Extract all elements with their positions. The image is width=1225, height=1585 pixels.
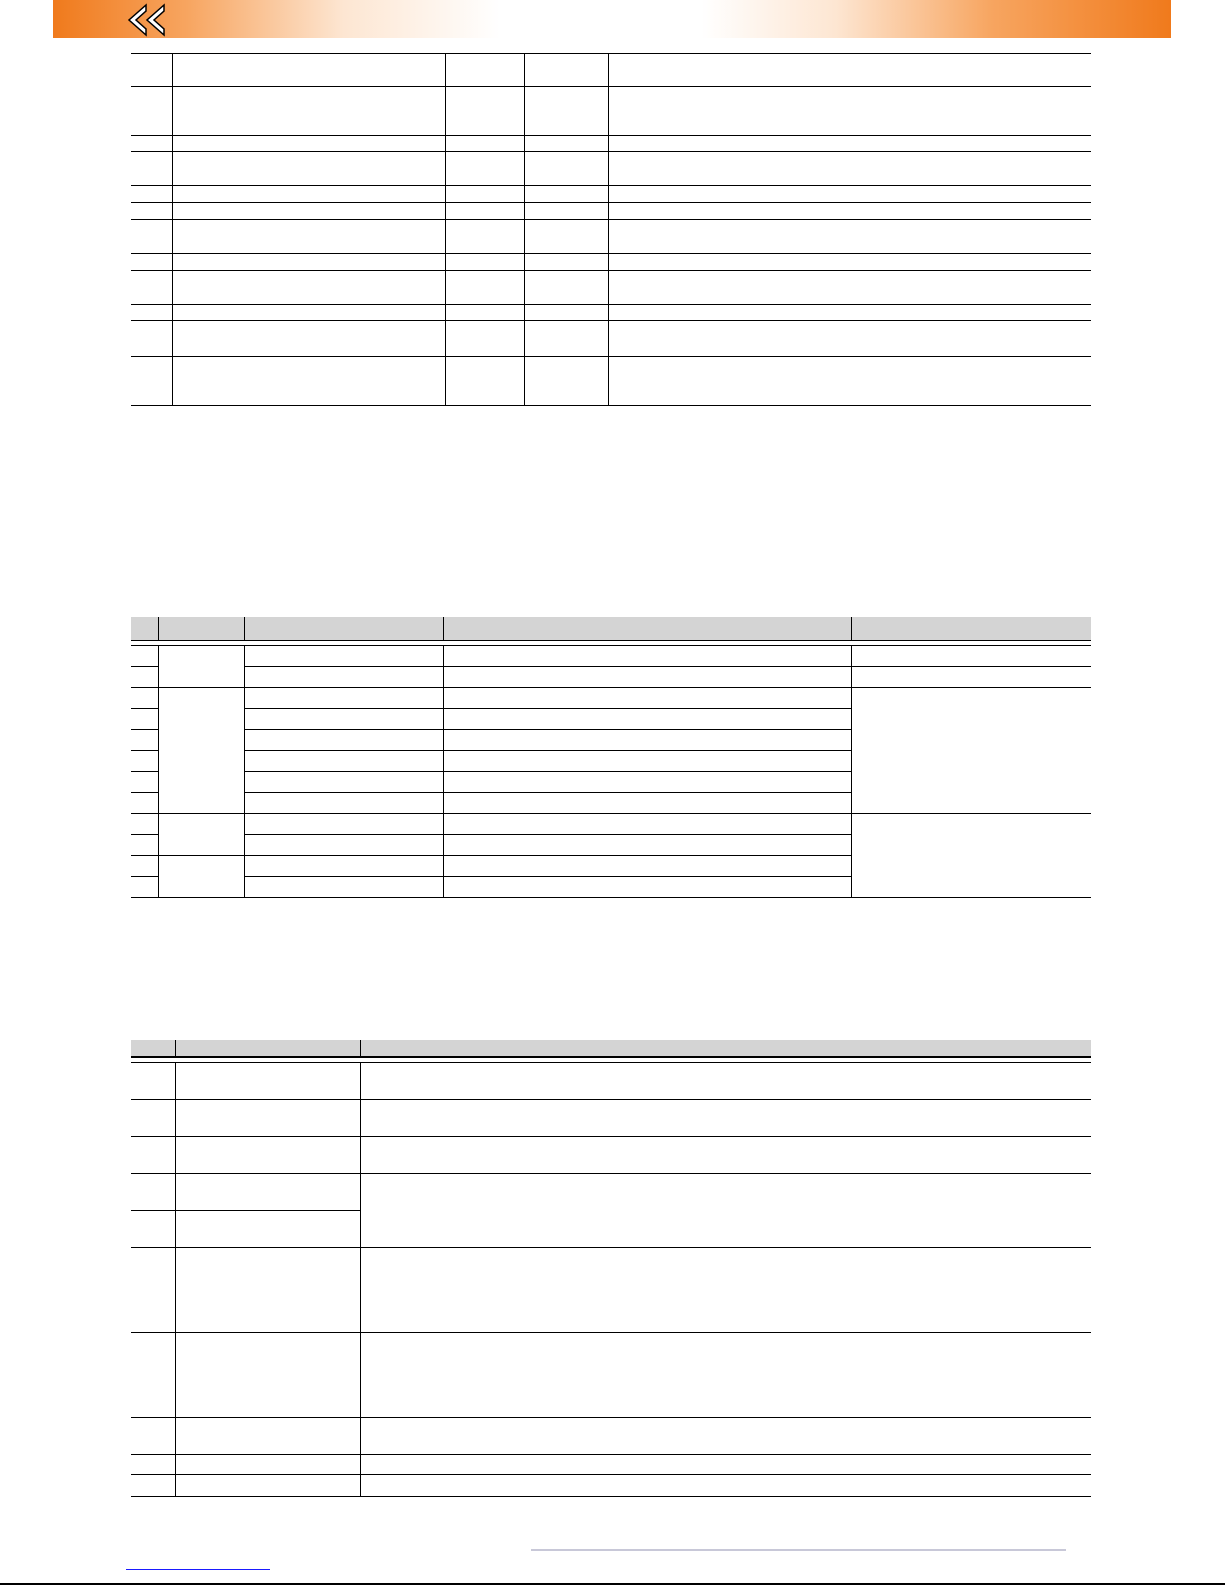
table-header-row xyxy=(131,1040,1091,1057)
column-header xyxy=(244,617,443,641)
table-row xyxy=(131,271,1091,305)
back-button[interactable] xyxy=(126,2,170,38)
table-row xyxy=(131,1418,1091,1455)
table-row xyxy=(131,54,1091,87)
table-row xyxy=(131,1333,1091,1418)
table-row xyxy=(131,1137,1091,1174)
table-row xyxy=(131,87,1091,136)
table-row xyxy=(131,186,1091,203)
table-header-row xyxy=(131,617,1091,641)
table-row xyxy=(131,305,1091,321)
column-header xyxy=(360,1040,1091,1057)
table-row xyxy=(131,688,1091,709)
column-header xyxy=(158,617,244,641)
table-row xyxy=(131,814,1091,835)
column-header xyxy=(443,617,851,641)
footer-link[interactable] xyxy=(126,1569,270,1570)
table-row xyxy=(131,136,1091,152)
table-row xyxy=(131,1475,1091,1497)
table-row xyxy=(131,220,1091,254)
column-header xyxy=(175,1040,360,1057)
column-header xyxy=(851,617,1091,641)
spec-table-3 xyxy=(131,1040,1091,1497)
column-header xyxy=(131,1040,175,1057)
table-row xyxy=(131,152,1091,186)
table-row xyxy=(131,357,1091,406)
table-row xyxy=(131,203,1091,220)
table-row xyxy=(131,667,1091,688)
table-row xyxy=(131,1100,1091,1137)
table-row xyxy=(131,1063,1091,1100)
column-header xyxy=(131,617,158,641)
spec-table-1 xyxy=(131,53,1091,406)
double-chevron-left-icon xyxy=(126,2,170,38)
table-row xyxy=(131,1455,1091,1475)
table-row xyxy=(131,321,1091,357)
footer-divider xyxy=(531,1549,1066,1551)
table-row xyxy=(131,646,1091,667)
header-bar xyxy=(53,0,1171,38)
table-row xyxy=(131,1248,1091,1333)
table-row xyxy=(131,254,1091,271)
table-row xyxy=(131,1174,1091,1211)
spec-table-2 xyxy=(131,617,1091,898)
